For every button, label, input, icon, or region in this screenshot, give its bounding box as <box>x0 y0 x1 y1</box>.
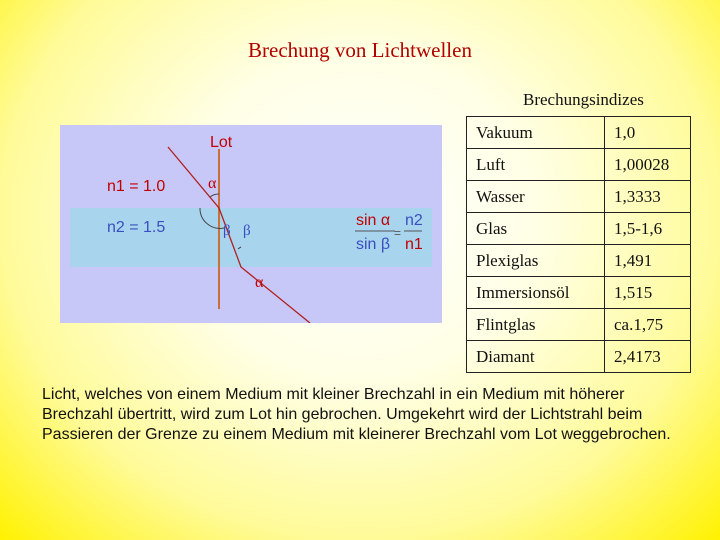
index-cell: 1,515 <box>605 277 691 309</box>
table-row <box>467 245 691 277</box>
medium-cell: Plexiglas <box>467 245 605 277</box>
table-row <box>467 341 691 373</box>
alpha-label-top: α <box>208 175 217 192</box>
medium-cell: Flintglas <box>467 309 605 341</box>
refraction-diagram <box>60 125 442 323</box>
medium-cell: Vakuum <box>467 117 605 149</box>
n1-label: n1 = 1.0 <box>107 178 166 195</box>
page-title: Brechung von Lichtwellen <box>248 38 472 62</box>
medium-cell: Luft <box>467 149 605 181</box>
table-row <box>467 181 691 213</box>
refraction-index-table <box>466 116 691 373</box>
medium-cell: Immersionsöl <box>467 277 605 309</box>
n2-label: n2 = 1.5 <box>107 219 166 236</box>
medium-cell: Diamant <box>467 341 605 373</box>
table-row <box>467 309 691 341</box>
index-cell: 1,00028 <box>605 149 691 181</box>
alpha-label-bottom: α <box>255 274 264 291</box>
index-cell: 1,0 <box>605 117 691 149</box>
beta-label-right: β <box>243 223 251 239</box>
index-cell: 1,491 <box>605 245 691 277</box>
index-cell: 1,3333 <box>605 181 691 213</box>
explanation-text: Licht, welches von einem Medium mit kleiner Brechzahl in ein Medium mit höherer Brechzahl übertritt, wird zum Lot hin gebrochen. Umgekehrt wird der Lichtstrahl beim Passieren der Grenze zu einem Medium mit kleinerer Brechzahl vom Lot weggebrochen. <box>42 386 671 443</box>
lot-label: Lot <box>210 134 233 151</box>
index-table-title: Brechungsindizes <box>523 90 644 109</box>
beta-label-left: β <box>223 223 231 239</box>
index-cell: 2,4173 <box>605 341 691 373</box>
formula-n2: n2 <box>405 212 423 229</box>
formula-sin-alpha: sin α <box>356 212 391 229</box>
medium-cell: Glas <box>467 213 605 245</box>
index-cell: ca.1,75 <box>605 309 691 341</box>
table-row <box>467 277 691 309</box>
formula-equals: = <box>394 226 402 240</box>
formula-n1: n1 <box>405 236 423 253</box>
medium-cell: Wasser <box>467 181 605 213</box>
table-row <box>467 117 691 149</box>
formula-sin-beta: sin β <box>356 236 391 253</box>
index-cell: 1,5-1,6 <box>605 213 691 245</box>
table-row <box>467 149 691 181</box>
table-row <box>467 213 691 245</box>
